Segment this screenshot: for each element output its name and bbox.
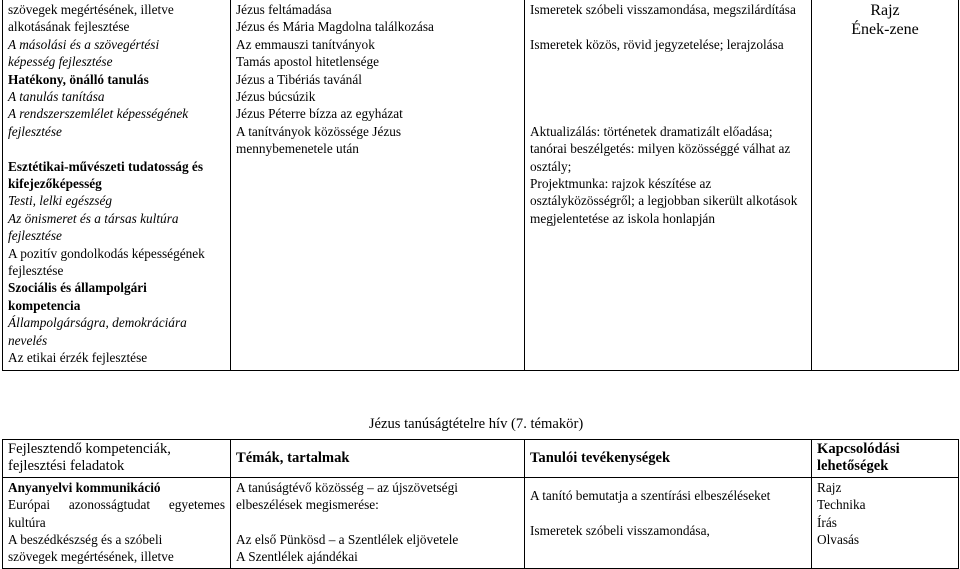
header-competencies: Fejlesztendő kompetenciák, fejlesztési feladatok [3, 440, 231, 478]
connections-list [817, 1, 953, 39]
competencies-cell [3, 0, 231, 371]
competency-line: Állampolgárságra, demokráciára [8, 315, 187, 331]
header-activities: Tanulói tevékenységek [525, 440, 812, 478]
competency-line: A pozitív gondolkodás képességének [8, 245, 205, 261]
bottom-connections-cell [812, 477, 959, 568]
topics-list [236, 1, 519, 158]
topic-item: Jézus búcsúzik [236, 89, 316, 105]
unit-title: Jézus tanúságtételre hív (7. témakör) [368, 416, 584, 432]
topic-item: Az emmauszi tanítványok [236, 36, 375, 52]
header-topics: Témák, tartalmak [231, 440, 525, 478]
activity-paragraph-4: Projektmunka: rajzok készítése az osztályközösségről; a legjobban sikerült alkotások megjelentetése az iskola honlapján [530, 175, 798, 226]
bottom-competency-line: szövegek megértésének, illetve [8, 549, 174, 565]
activity-paragraph-3: Aktualizálás: történetek dramatizált előadása; tanórai beszélgetés: milyen közösséggé válhat az osztály; [530, 123, 791, 174]
topic-item: A tanítványok közössége Jézus [236, 123, 402, 139]
competency-line: fejlesztése [8, 123, 62, 139]
curriculum-table-top [2, 0, 959, 371]
bottom-competency-line: Európai azonosságtudat egyetemes kultúra [8, 497, 225, 530]
bottom-competency-line: Anyanyelvi kommunikáció [8, 479, 161, 495]
bottom-connection-item: Technika [817, 497, 866, 513]
competency-line: kifejezőképesség [8, 176, 102, 192]
competency-line: Az önismeret és a társas kultúra [8, 210, 179, 226]
bottom-competency-line: A beszédkészség és a szóbeli [8, 532, 163, 548]
bottom-topic-paragraph-2: Az első Pünkösd – a Szentlélek eljövetele [236, 532, 459, 548]
topic-item: Jézus a Tibériás tavánál [236, 71, 362, 87]
topic-item: Jézus és Mária Magdolna találkozása [236, 19, 434, 35]
curriculum-table-bottom [2, 439, 959, 569]
topic-item: Jézus feltámadása [236, 2, 332, 17]
bottom-competencies-list [8, 479, 225, 566]
competency-line: alkotásának fejlesztése [8, 19, 130, 35]
header-connections: Kapcsolódási lehetőségek [812, 440, 959, 478]
activity-paragraph-1: Ismeretek szóbeli visszamondása, megszilárdítása [530, 2, 796, 17]
connection-item: Rajz [870, 2, 900, 19]
bottom-activity-paragraph-1: A tanító bemutatja a szentírási elbeszéléseket [530, 487, 771, 503]
topic-item: Tamás apostol hitetlensége [236, 54, 380, 70]
competency-line: szövegek megértésének, illetve [8, 2, 174, 17]
connection-item: Ének-zene [851, 21, 919, 38]
bottom-competencies-cell [3, 477, 231, 568]
competency-line: fejlesztése [8, 263, 64, 279]
competency-line: A másolási és a szövegértési [8, 36, 160, 52]
competency-line: kompetencia [8, 297, 81, 313]
competency-line: A rendszerszemlélet képességének [8, 106, 189, 122]
competencies-list [8, 1, 225, 367]
topic-item: mennybemenetele után [236, 141, 359, 157]
competency-line: Az etikai érzék fejlesztése [8, 350, 148, 366]
topics-cell [231, 0, 525, 371]
bottom-connection-item: Rajz [817, 479, 842, 495]
bottom-topics-cell [231, 477, 525, 568]
competency-line: képesség fejlesztése [8, 54, 113, 70]
topic-item: Jézus Péterre bízza az egyházat [236, 106, 403, 122]
competency-line: Hatékony, önálló tanulás [8, 71, 149, 87]
competency-line: A tanulás tanítása [8, 89, 105, 105]
activities-cell [525, 0, 812, 371]
competency-line: Esztétikai-művészeti tudatosság és [8, 158, 203, 174]
bottom-connection-item: Olvasás [817, 532, 860, 548]
activity-paragraph-2: Ismeretek közös, rövid jegyzetelése; lerajzolása [530, 36, 784, 52]
competency-line: Testi, lelki egészség [8, 193, 113, 209]
bottom-topic-paragraph-1: A tanúságtévő közösség – az újszövetségi elbeszélések megismerése: [236, 479, 458, 513]
connections-cell [812, 0, 959, 371]
bottom-topic-paragraph-3: A Szentlélek ajándékai [236, 549, 358, 565]
bottom-connections-list [817, 479, 953, 549]
bottom-connection-item: Írás [817, 514, 837, 530]
competency-line: Szociális és állampolgári [8, 280, 147, 296]
competency-line: fejlesztése [8, 228, 62, 244]
bottom-activities-cell [525, 477, 812, 568]
competency-line: nevelés [8, 332, 48, 348]
competency-line [8, 140, 225, 157]
bottom-activity-paragraph-2: Ismeretek szóbeli visszamondása, [530, 522, 710, 538]
